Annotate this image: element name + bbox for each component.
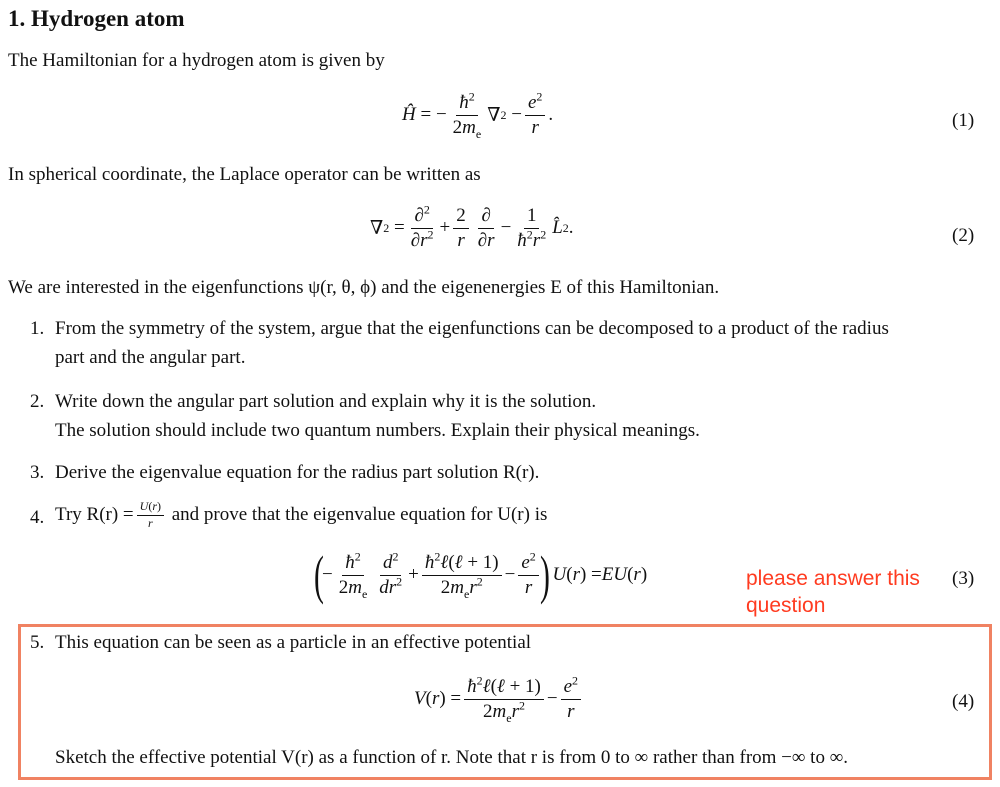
item-1-line-1: From the symmetry of the system, argue that the eigenfunctions can be decomposed to a product of the radius <box>55 318 889 339</box>
item-4-line: Try R(r) = $\frac{U(r)}{r}$ and prove that the eigenvalue equation for U(r) is <box>55 499 548 530</box>
equation-2-number: (2) <box>952 225 975 246</box>
item-4-text-a: Try R(r) = <box>55 504 134 526</box>
annotation-line-2: question <box>746 594 826 617</box>
equation-2: ∇ 2 = $\frac{\partial^2}{\partial r^2}$ + $\frac{2}{r}$ $\frac{\partial}{\partial r}$ − $\frac{1}{ħ^2r^2}$ L̂ 2 . <box>370 202 574 251</box>
interest-text: We are interested in the eigenfunctions ψ(r, θ, ϕ) and the eigenenergies E of this Hamiltonian. <box>8 277 720 298</box>
item-3-number: 3. <box>30 462 45 483</box>
item-5-number: 5. <box>30 632 45 653</box>
item-4-text-b: and prove that the eigenvalue equation for U(r) is <box>171 504 548 526</box>
laplace-text: In spherical coordinate, the Laplace operator can be written as <box>8 164 481 185</box>
section-title: 1. Hydrogen atom <box>8 6 185 31</box>
item-5-line-1: This equation can be seen as a particle in an effective potential <box>55 632 532 653</box>
item-5-line-2: Sketch the effective potential V(r) as a function of r. Note that r is from 0 to ∞ rather than from −∞ to ∞. <box>55 747 849 768</box>
item-1-line-2: part and the angular part. <box>55 347 246 368</box>
equation-3-number: (3) <box>952 568 975 589</box>
equation-1: Ĥ = − $\frac{ħ^2}{2m_e}$ ∇ 2 − $\frac{e^2}{r}$ . <box>402 89 554 141</box>
equation-3: ( − $\frac{ħ^2}{2m_e}$ $\frac{d^2}{dr^2}$ + $\frac{ħ^2\ell(\ell + 1)}{2m_er^2}$ − $\frac{e^2}{r}$ ) U ( r ) = EU ( r ) <box>314 545 648 605</box>
equation-4-number: (4) <box>952 691 975 712</box>
item-4-number: 4. <box>30 507 45 528</box>
equation-4: V ( r ) = $\frac{ħ^2\ell(\ell + 1)}{2m_er^2}$ − $\frac{e^2}{r}$ <box>414 676 584 723</box>
item-2-line-1: Write down the angular part solution and explain why it is the solution. <box>55 391 597 412</box>
item-3-line-1: Derive the eigenvalue equation for the radius part solution R(r). <box>55 462 540 483</box>
annotation-line-1: please answer this <box>746 567 920 590</box>
item-2-line-2: The solution should include two quantum numbers. Explain their physical meanings. <box>55 420 700 441</box>
item-1-number: 1. <box>30 318 45 339</box>
equation-1-number: (1) <box>952 110 975 131</box>
item-2-number: 2. <box>30 391 45 412</box>
annotation-note <box>746 565 920 619</box>
intro-text: The Hamiltonian for a hydrogen atom is given by <box>8 50 385 71</box>
